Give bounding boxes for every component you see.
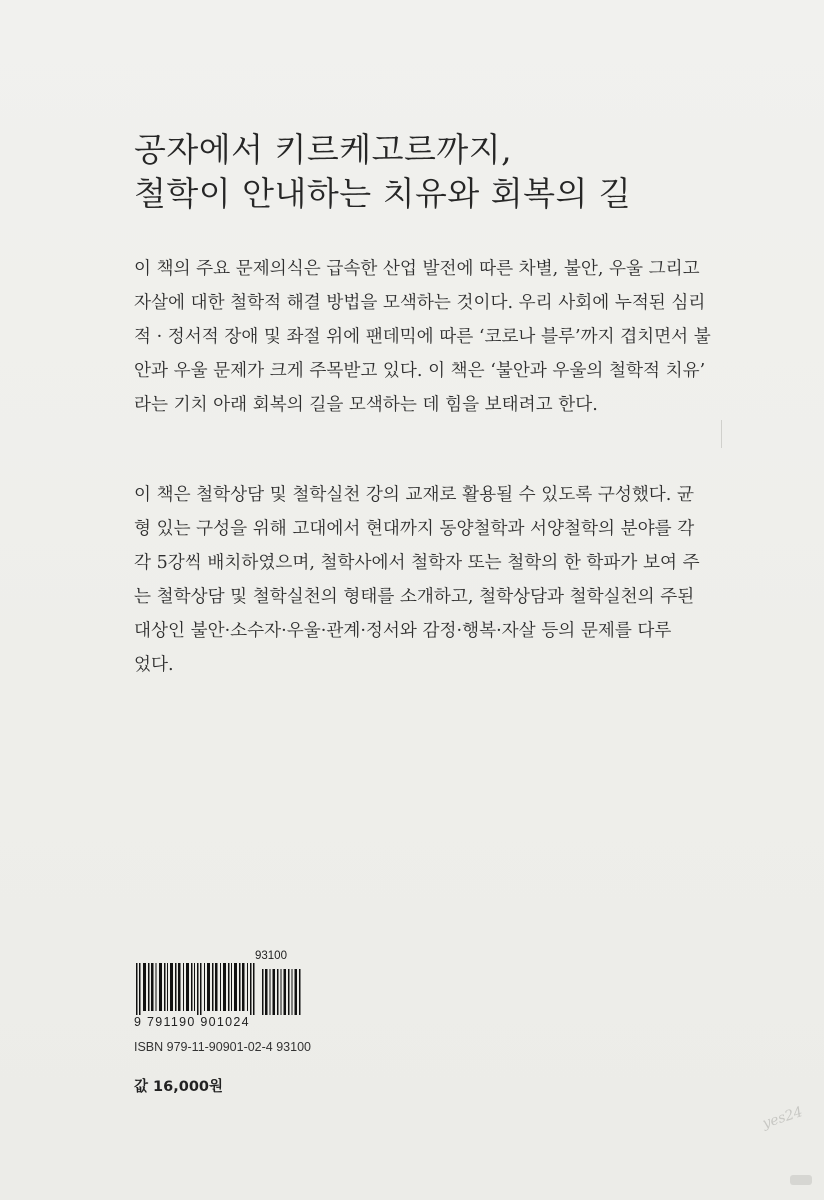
price-label: 값 16,000원 bbox=[134, 1079, 224, 1095]
paragraph-line: 었다. bbox=[134, 655, 174, 675]
barcode-addon-number: 93100 bbox=[255, 950, 287, 962]
paragraph-line: 자살에 대한 철학적 해결 방법을 모색하는 것이다. 우리 사회에 누적된 심리 bbox=[134, 293, 706, 313]
barcode-icon bbox=[134, 963, 304, 1015]
paragraph-line: 이 책은 철학상담 및 철학실천 강의 교재로 활용될 수 있도록 구성했다. 균 bbox=[134, 485, 694, 505]
corner-smudge bbox=[790, 1175, 812, 1185]
headline-line-2: 철학이 안내하는 치유와 회복의 길 bbox=[134, 174, 632, 213]
paragraph-line: 안과 우울 문제가 크게 주목받고 있다. 이 책은 ‘불안과 우울의 철학적 치유’ bbox=[134, 361, 706, 381]
paragraph-line: 는 철학상담 및 철학실천의 형태를 소개하고, 철학상담과 철학실천의 주된 bbox=[134, 587, 695, 607]
paragraph-line: 대상인 불안·소수자·우울·관계·정서와 감정·행복·자살 등의 문제를 다루 bbox=[134, 621, 672, 641]
paragraph-line: 라는 기치 아래 회복의 길을 모색하는 데 힘을 보태려고 한다. bbox=[134, 395, 598, 415]
watermark-logo: yes24 bbox=[760, 1104, 805, 1132]
description-paragraph-1 bbox=[134, 252, 734, 422]
paragraph-line: 적 · 정서적 장애 및 좌절 위에 팬데믹에 따른 ‘코로나 블루’까지 겹치면서 불 bbox=[134, 327, 711, 347]
headline-line-1: 공자에서 키르케고르까지, bbox=[134, 130, 513, 169]
isbn-number: ISBN 979-11-90901-02-4 93100 bbox=[134, 1040, 311, 1054]
divider-mark bbox=[721, 420, 722, 448]
paragraph-line: 형 있는 구성을 위해 고대에서 현대까지 동양철학과 서양철학의 분야를 각 bbox=[134, 519, 695, 539]
barcode-digits: 9 791190 901024 bbox=[134, 1015, 250, 1029]
headline bbox=[134, 128, 734, 216]
description-paragraph-2 bbox=[134, 478, 734, 682]
paragraph-line: 각 5강씩 배치하였으며, 철학사에서 철학자 또는 철학의 한 학파가 보여 주 bbox=[134, 553, 700, 573]
paragraph-line: 이 책의 주요 문제의식은 급속한 산업 발전에 따른 차별, 불안, 우울 그리고 bbox=[134, 259, 700, 279]
